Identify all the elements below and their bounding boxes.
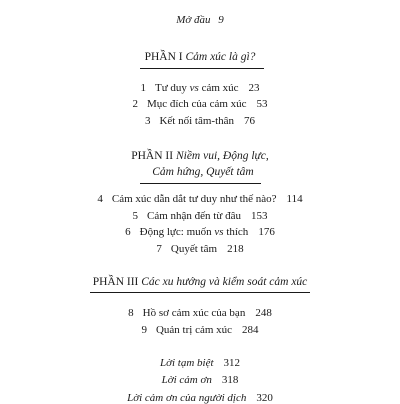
chapter-page: 23: [248, 82, 260, 94]
chapter-page: 53: [256, 98, 268, 110]
chapter-title: Hồ sơ cảm xúc của bạn: [142, 307, 246, 319]
part-3-title: Các xu hướng và kiểm soát cảm xúc: [141, 276, 308, 288]
end-matter-2: [0, 374, 400, 386]
part-3-rule: [90, 292, 310, 293]
chapter-title: Cảm nhận đến từ đâu: [147, 210, 241, 222]
chapter-8: [0, 307, 400, 319]
part-1-label: PHẦN I: [144, 51, 183, 63]
chapter-number: 2: [132, 98, 138, 110]
chapter-page: 248: [255, 307, 272, 319]
chapter-page: 153: [250, 210, 268, 222]
chapter-number: 8: [128, 307, 134, 319]
chapter-number: 9: [141, 324, 147, 336]
end-matter-title: Lời cảm ơn: [161, 374, 212, 386]
chapter-5: [0, 210, 400, 222]
chapter-1: [0, 82, 400, 94]
chapter-title: Quản trị cảm xúc: [155, 324, 233, 336]
chapter-4: [0, 193, 400, 205]
chapter-page: 284: [242, 324, 259, 336]
chapter-title: Cảm xúc dẫn dắt tư duy như thế nào?: [111, 193, 277, 205]
end-matter-page: 318: [221, 374, 239, 386]
chapter-title: Tư duy vs cảm xúc: [154, 82, 239, 94]
part-1-title: Cảm xúc là gì?: [185, 51, 256, 63]
part-2-heading: [0, 150, 400, 162]
chapter-number: 1: [140, 82, 146, 94]
end-matter-title: Lời cảm ơn của người dịch: [127, 392, 247, 404]
chapter-number: 4: [97, 193, 103, 205]
chapter-page: 176: [258, 226, 275, 238]
chapter-page: 218: [227, 243, 244, 255]
chapter-number: 3: [144, 115, 151, 127]
toc-intro: [0, 14, 400, 26]
part-3-label: PHẦN III: [92, 276, 139, 288]
part-1-rule: [140, 68, 264, 69]
intro-title: Mở đầu: [176, 14, 211, 26]
chapter-6: [0, 226, 400, 238]
part-2-label: PHẦN II: [131, 150, 174, 162]
chapter-7: [0, 243, 400, 255]
end-matter-3: [0, 392, 400, 404]
chapter-title: Động lực: muốn vs thích: [139, 226, 249, 238]
end-matter-page: 320: [256, 392, 273, 404]
chapter-number: 5: [132, 210, 139, 222]
part-1-heading: [0, 51, 400, 63]
chapter-title: Mục đích của cảm xúc: [146, 98, 247, 110]
part-2-title-line-2: Cảm hứng, Quyết tâm: [152, 166, 254, 178]
chapter-title: Kết nối tâm-thân: [159, 115, 235, 127]
part-3-heading: [0, 276, 400, 288]
chapter-number: 6: [125, 226, 131, 238]
intro-page: 9: [218, 14, 224, 26]
end-matter-page: 312: [223, 357, 241, 369]
part-2-rule: [140, 183, 261, 184]
chapter-page: 76: [244, 115, 256, 127]
part-2-title-line-1: Niềm vui, Động lực,: [175, 150, 269, 162]
chapter-2: [0, 98, 400, 110]
end-matter-title: Lời tạm biệt: [159, 357, 214, 369]
chapter-page: 114: [286, 193, 303, 205]
chapter-number: 7: [156, 243, 162, 255]
chapter-9: [0, 324, 400, 336]
end-matter-1: [0, 357, 400, 369]
chapter-3: [0, 115, 400, 127]
chapter-title: Quyết tâm: [170, 243, 218, 255]
